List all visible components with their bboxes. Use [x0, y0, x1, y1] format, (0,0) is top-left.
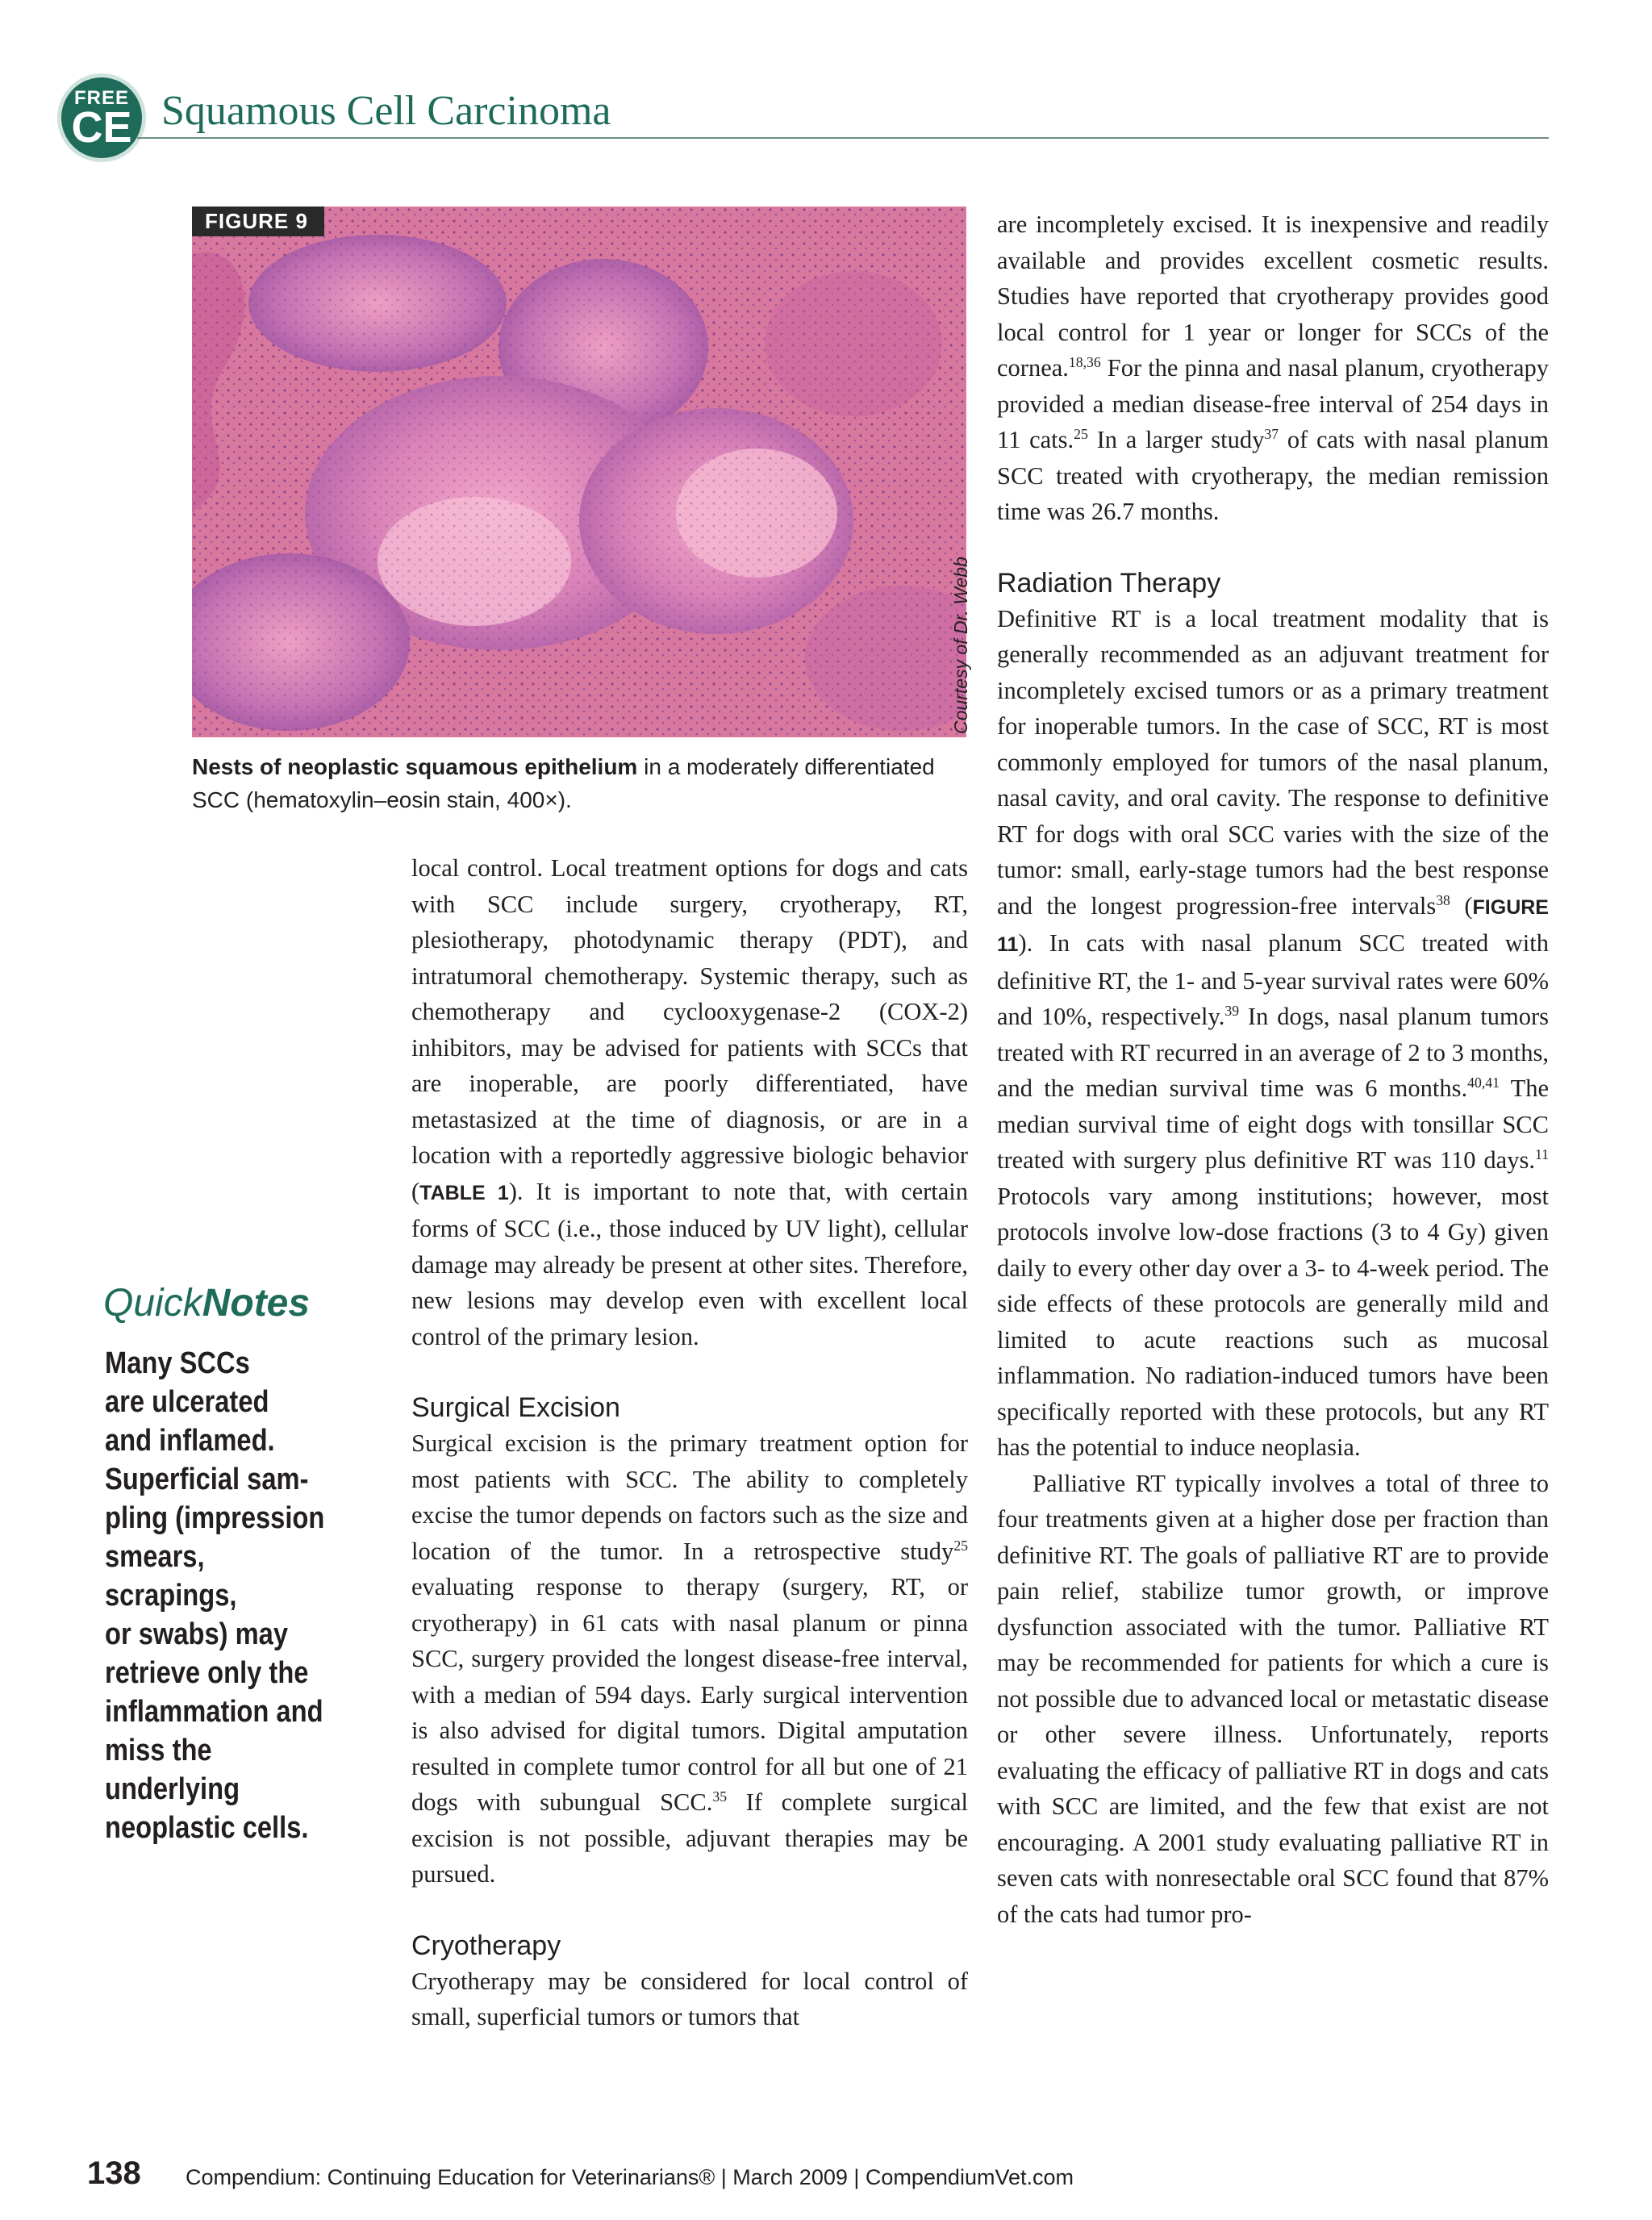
quick-notes-title-b: Notes	[202, 1282, 311, 1325]
citation: 25	[953, 1537, 968, 1554]
text-run: Definitive RT is a local treatment modality that is generally recommended as an adjuvant treatment for incompletely excised tumors or as a primary treatment for inoperable tumors. In the case of SCC, RT is most commonly employed for tumors of the nasal planum, nasal cavity, and oral cavity. The response to definitive RT for dogs with oral SCC varies with the size of the tumor: small, early-stage tumors had the best response and the longest progression-free intervals	[997, 604, 1549, 920]
text-run: Protocols vary among institutions; however, most protocols involve low-dose fractions (3 to 4 Gy) given daily to every other day over a 3- to 4-week period. The side effects of these protocols are generally mild and limited to acute reactions such as mucosal inflammation. No radiation-induced tumors have been specifically reported with these protocols, but any RT has the potential to induce neoplasia.	[997, 1182, 1549, 1461]
heading-radiation-therapy: Radiation Therapy	[997, 567, 1221, 599]
figure-caption	[192, 750, 966, 816]
footer-citation: Compendium: Continuing Education for Veterinarians® | March 2009 | CompendiumVet.com	[186, 2165, 1074, 2189]
quick-notes-title	[103, 1281, 310, 1325]
citation: 38	[1436, 891, 1450, 908]
text-run: In a larger study	[1087, 426, 1265, 453]
page-number: 138	[87, 2155, 141, 2191]
paragraph-cryo-continued	[997, 207, 1549, 530]
text-run: Surgical excision is the primary treatment option for most patients with SCC. The ability to completely excise the tumor depends on factors such as the size and location of the tumor. In a retrospective study	[411, 1429, 968, 1565]
text-run: If complete surgical excision is not possible, adjuvant therapies may be pursued.	[411, 1788, 968, 1888]
citation: 25	[1074, 425, 1088, 442]
paragraph-cryotherapy: Cryotherapy may be considered for local control of small, superficial tumors or tumors that	[411, 1967, 968, 2030]
text-run: For the pinna and nasal planum, cryotherapy provided a median disease-free interval of 254 days in 11 cats.	[997, 354, 1549, 453]
paragraph-local-control	[411, 850, 968, 1354]
citation: 11	[1534, 1145, 1549, 1162]
text-run: ). It is important to note that, with certain forms of SCC (i.e., those induced by UV light), cellular damage may already be present at other sites. Therefore, new lesions may develop even with excellent local control of the primary lesion.	[411, 1177, 968, 1350]
heading-surgical-excision: Surgical Excision	[411, 1392, 620, 1423]
histology-image	[192, 207, 966, 737]
quick-notes-title-a: Quick	[103, 1282, 202, 1325]
text-run: evaluating response to therapy (surgery, RT, or cryotherapy) in 61 cats with nasal planum or pinna SCC, surgery provided the longest disease-free interval, with a median of 594 days. Early surgical intervention is also advised for digital tumors. Digital amputation resulted in complete tumor control for all but one of 21 dogs with subungual SCC.	[411, 1573, 968, 1816]
text-run: . In cats with nasal planum SCC treated with definitive RT, the 1- and 5-year survival rates were 60% and 10%, respectively.	[997, 929, 1549, 1030]
citation: 18,36	[1068, 353, 1101, 370]
header-rule	[137, 137, 1549, 139]
middle-column	[411, 850, 968, 2035]
citation: 37	[1264, 425, 1279, 442]
paragraph-surgical	[411, 1425, 968, 1892]
figure-9-micrograph	[192, 207, 966, 737]
text-run: In dogs, nasal planum tumors treated with RT recurred in an average of 2 to 3 months, and the median survival time was 6 months.	[997, 1003, 1550, 1102]
paragraph-definitive-rt: Definitive RT is a local treatment modality that is generally recommended as an adjuvant treatment for incompletely excised tumors or as a primary treatment for inoperable tumors. In the case of SCC, RT is most commonly employed for tumors of the nasal planum, nasal cavity, and oral cavity. The response to definitive RT for dogs with oral SCC varies with the size of the tumor: small, early-stage tumors had the best response and the longest progression-free intervals$^{38}$ (FIGURE 11). In cats with nasal planum SCC treated with definitive RT, the 1- and 5-year survival rates were 60% and 10%, respectively.$^{39}$ In dogs, nasal planum tumors treated with RT recurred in an average of 2 to 3 months, and the median survival time was 6 months.$^{40,41}$ The median survival time of eight dogs with tonsillar SCC treated with surgery plus definitive RT was 110 days.$^{11}$ Protocols vary among institutions; however, most protocols involve low-dose fractions (3 to 4 Gy) given daily to every other day over a 3- to 4-week period. The side effects of these protocols are generally mild and limited to acute reactions such as mucosal inflammation. No radiation-induced tumors have been specifically reported with these protocols, but any RT has the potential to induce neoplasia.	[997, 604, 1550, 1461]
caption-bold: Nests of neoplastic squamous epithelium	[192, 754, 638, 779]
free-ce-badge	[61, 77, 142, 158]
text-run: of cats with nasal planum SCC treated with cryotherapy, the median remission time was 26.7 months.	[997, 426, 1549, 525]
citation: 39	[1224, 1002, 1240, 1019]
figure-11-reference[interactable]: FIGURE 11	[997, 895, 1549, 956]
figure-label: FIGURE 9	[192, 207, 324, 236]
running-title: Squamous Cell Carcinoma	[161, 88, 611, 134]
text-run: The median survival time of eight dogs with tonsillar SCC treated with surgery plus definitive RT was 110 days.	[997, 1075, 1549, 1174]
text-run: local control. Local treatment options for dogs and cats with SCC include surgery, cryotherapy, RT, plesiotherapy, photodynamic therapy (PDT), and intratumoral chemotherapy. Systemic therapy, such as chemotherapy and cyclooxygenase-2 (COX-2) inhibitors, may be advised for patients with SCCs that are inoperable, are poorly differentiated, have metastasized at the time of diagnosis, or are in a location with a reportedly aggressive biologic behavior (	[411, 854, 968, 1205]
quick-notes-text: Many SCCs are ulcerated and inflamed. Superficial sam- pling (impression smears, scrapings, or swabs) may retrieve only the inflammation and miss the underlying neoplastic cells.	[105, 1346, 325, 1845]
citation: 35	[712, 1788, 728, 1805]
right-column	[997, 207, 1549, 1932]
text-run: are incompletely excised. It is inexpensive and readily available and provides excellent cosmetic results. Studies have reported that cryotherapy provides good local control for 1 year or longer for SCCs of the cornea.	[997, 211, 1549, 382]
paragraph-palliative-rt: Palliative RT typically involves a total of three to four treatments given at a higher dose per fraction than definitive RT. The goals of palliative RT are to provide pain relief, stabilize tumor growth, or improve dysfunction associated with the tumor. Palliative RT may be recommended for patients for which a cure is not possible due to advanced local or metastatic disease or other severe illness. Unfortunately, reports evaluating the efficacy of palliative RT in dogs and cats with SCC are limited, and the few that exist are not encouraging. A 2001 study evaluating palliative RT in seven cats with nonresectable oral SCC found that 87% of the cats had tumor pro-	[997, 1469, 1549, 1928]
heading-cryotherapy: Cryotherapy	[411, 1930, 561, 1961]
table-1-reference[interactable]: TABLE 1	[419, 1181, 509, 1204]
badge-ce-text: CE	[71, 103, 132, 152]
figure-credit: Courtesy of Dr. Webb	[950, 557, 971, 734]
citation: 40,41	[1467, 1074, 1500, 1091]
caption-rest: in a moderately differentiated SCC (hematoxylin–eosin stain, 400×).	[192, 754, 935, 812]
badge-free-text: FREE	[73, 87, 129, 109]
